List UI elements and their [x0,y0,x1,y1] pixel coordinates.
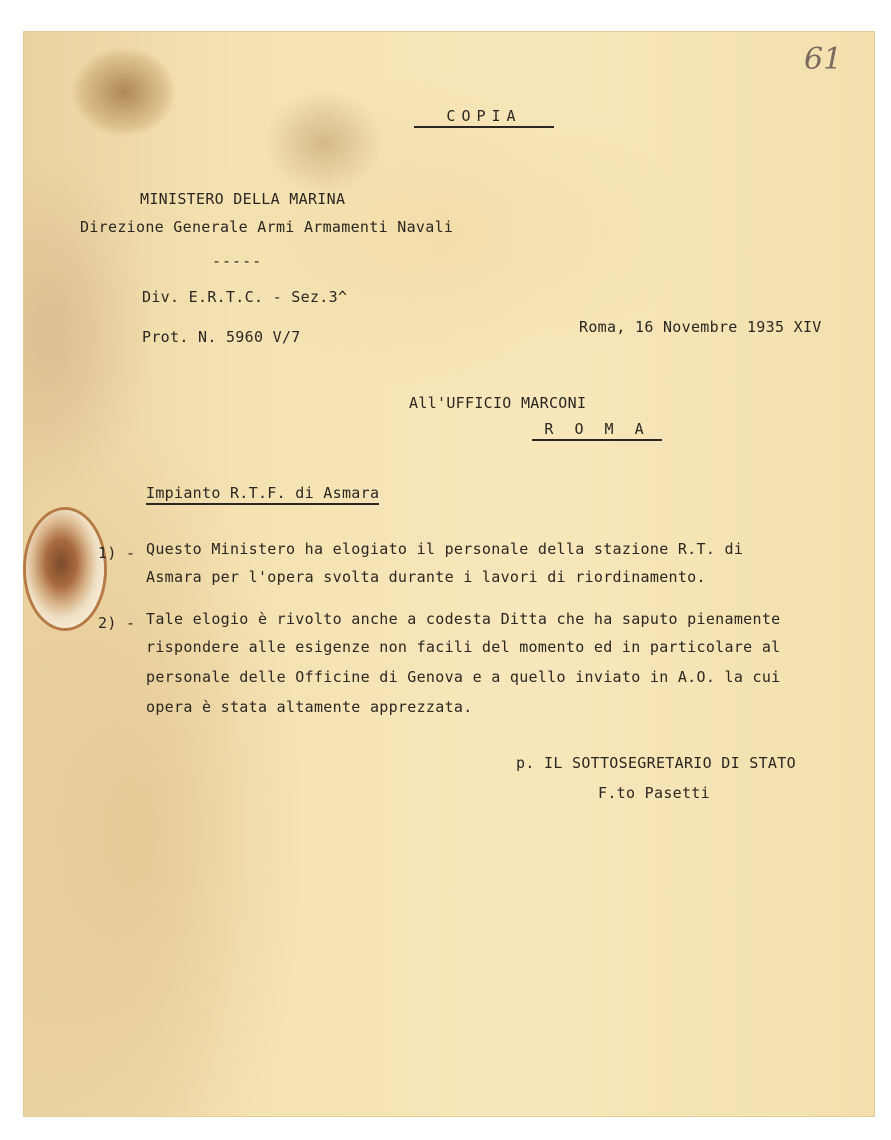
recipient-city: R O M A [532,420,662,441]
document-page [24,32,874,1116]
separator: ----- [212,252,263,270]
paragraph-line: rispondere alle esigenze non facili del momento ed in particolare al [146,638,781,656]
recipient-name: All'UFFICIO MARCONI [409,394,587,412]
protocol-number: Prot. N. 5960 V/7 [142,328,301,346]
signature-name: F.to Pasetti [598,784,710,802]
paragraph-line: opera è stata altamente apprezzata. [146,698,473,716]
direction-name: Direzione Generale Armi Armamenti Navali [80,218,454,236]
paragraph-line: personale delle Officine di Genova e a quello inviato in A.O. la cui [146,668,781,686]
handwritten-page-number: 61 [804,42,843,77]
ministry-name: MINISTERO DELLA MARINA [140,190,346,208]
paragraph-number: 2) - [98,614,136,632]
subject-line: Impianto R.T.F. di Asmara [146,484,379,505]
paragraph-line: Asmara per l'opera svolta durante i lavori di riordinamento. [146,568,706,586]
paragraph-line: Tale elogio è rivolto anche a codesta Ditta che ha saputo pienamente [146,610,781,628]
paragraph-number: 1) - [98,544,136,562]
date-line: Roma, 16 Novembre 1935 XIV [579,318,822,336]
paragraph-line: Questo Ministero ha elogiato il personale della stazione R.T. di [146,540,744,558]
burn-stain [26,510,104,628]
copy-heading: COPIA [414,107,554,128]
signature-title: p. IL SOTTOSEGRETARIO DI STATO [516,754,796,772]
division-line: Div. E.R.T.C. - Sez.3^ [142,288,348,306]
